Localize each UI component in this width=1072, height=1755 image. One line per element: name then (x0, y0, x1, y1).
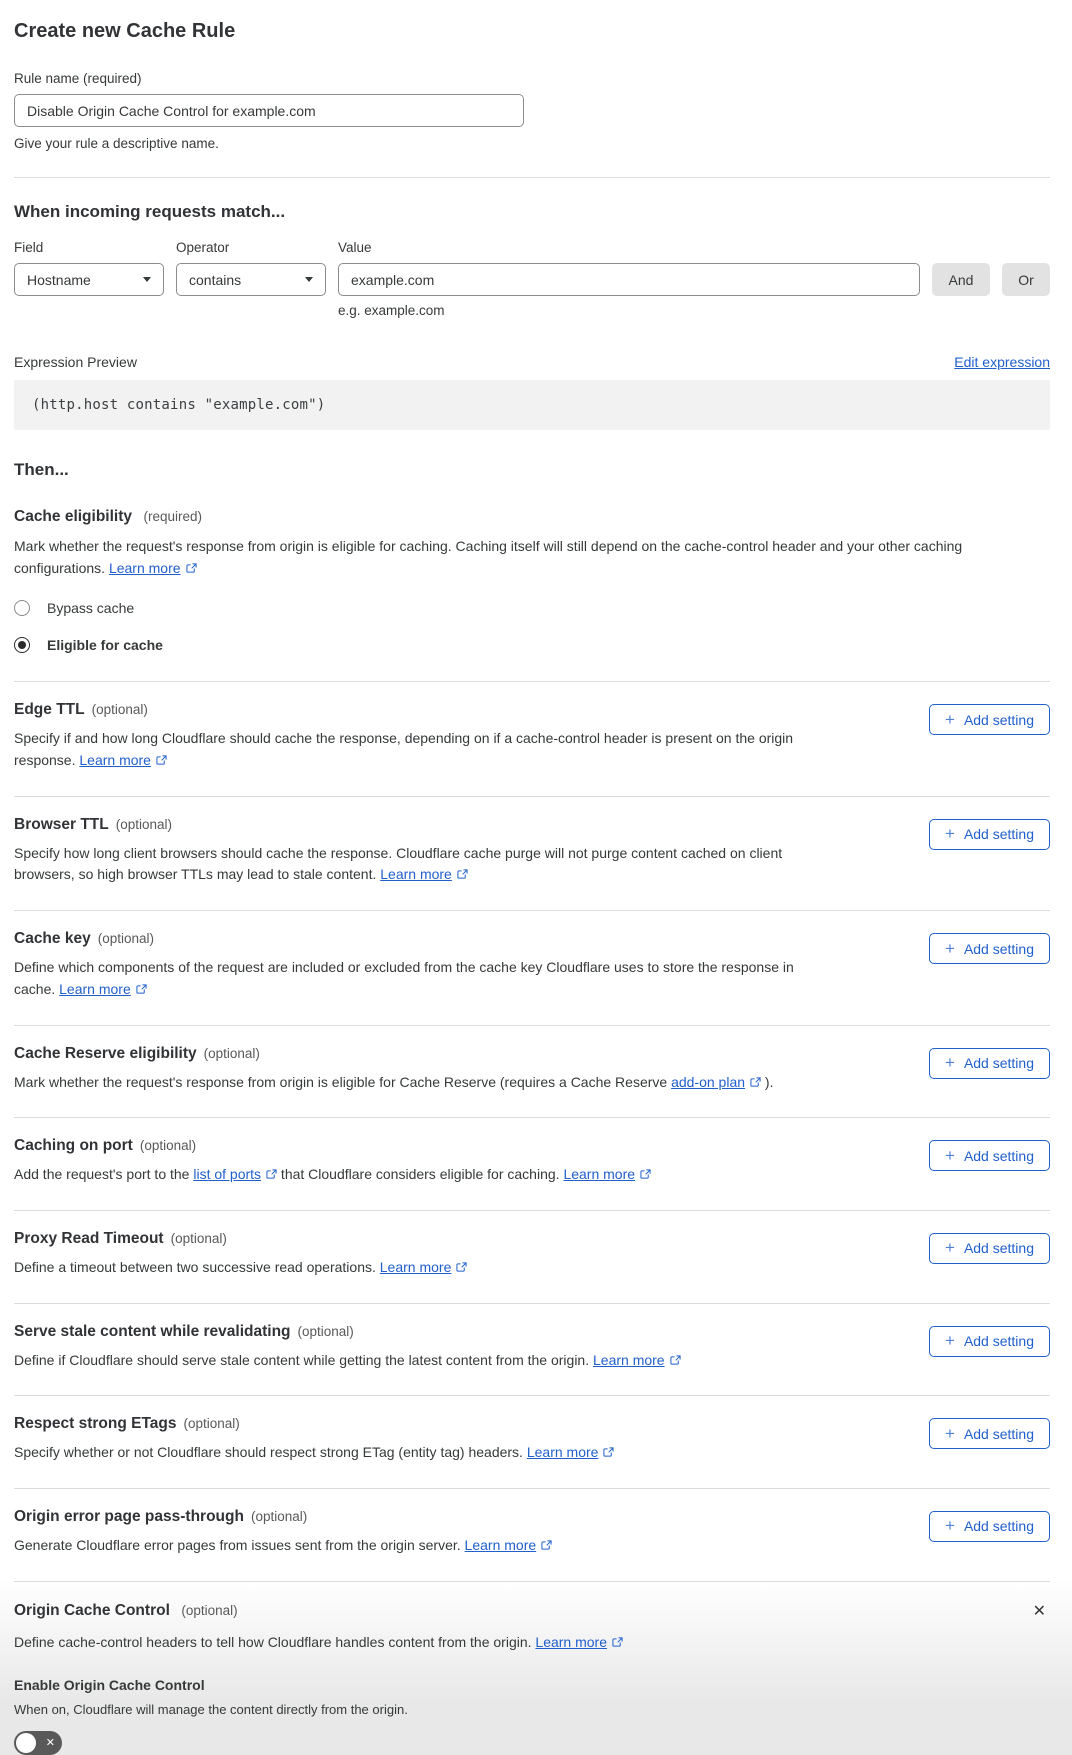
optional-tag: (optional) (91, 702, 148, 718)
caching-on-port-list-of-ports-link[interactable]: list of ports (193, 1166, 262, 1183)
enable-origin-cache-control-description: When on, Cloudflare will manage the content directly from the origin. (14, 1702, 408, 1718)
browser-ttl-learn-more-link[interactable]: Learn more (380, 866, 452, 883)
setting-title: Respect strong ETags (14, 1415, 177, 1433)
plus-icon: + (945, 1238, 955, 1258)
rule-name-helper: Give your rule a descriptive name. (14, 136, 219, 151)
radio-unselected-icon (14, 600, 30, 616)
plus-icon: + (945, 1331, 955, 1351)
setting-description: Specify whether or not Cloudflare should respect strong ETag (entity tag) headers. Learn more (14, 1442, 614, 1464)
setting-description: Define if Cloudflare should serve stale content while getting the latest content from the origin. Learn more (14, 1350, 681, 1372)
optional-tag: (optional) (203, 1045, 260, 1061)
setting-title: Edge TTL (14, 701, 85, 719)
add-setting-button[interactable]: + Add setting (929, 1326, 1050, 1357)
setting-description: Mark whether the request's response from origin is eligible for Cache Reserve (requires a Cache Reserve add-on plan ). (14, 1073, 774, 1090)
radio-eligible-for-cache[interactable] (14, 637, 163, 653)
plus-icon: + (945, 1423, 955, 1443)
setting-section-serve-stale-content-while-revalidating (14, 1304, 1050, 1396)
divider (14, 177, 1050, 178)
rule-name-block (14, 71, 1050, 151)
optional-settings-list (14, 682, 1050, 1581)
serve-stale-content-while-revalidating-learn-more-link[interactable]: Learn more (593, 1351, 665, 1368)
operator-select-value: contains (189, 271, 242, 288)
or-button[interactable]: Or (1002, 263, 1050, 296)
operator-label: Operator (176, 240, 230, 255)
field-select[interactable] (14, 263, 164, 296)
field-select-value: Hostname (27, 271, 91, 288)
external-link-icon (670, 1355, 681, 1366)
cache-reserve-eligibility-add-on-plan-link[interactable]: add-on plan (671, 1073, 746, 1090)
edge-ttl-learn-more-link[interactable]: Learn more (79, 752, 151, 769)
optional-tag: (optional) (97, 931, 154, 947)
page-title: Create new Cache Rule (14, 20, 236, 42)
external-link-icon (640, 1169, 651, 1180)
setting-section-proxy-read-timeout (14, 1211, 1050, 1303)
setting-title: Cache key (14, 930, 91, 948)
plus-icon: + (945, 1516, 955, 1536)
required-tag: (required) (143, 509, 202, 524)
setting-description: Define a timeout between two successive read operations. Learn more (14, 1257, 467, 1279)
plus-icon: + (945, 1145, 955, 1165)
external-link-icon (186, 563, 197, 574)
external-link-icon (541, 1540, 552, 1551)
cache-eligibility-title: Cache eligibility (14, 508, 133, 525)
add-setting-button[interactable]: + Add setting (929, 1140, 1050, 1171)
origin-cache-control-title: Origin Cache Control (14, 1601, 170, 1619)
optional-tag: (optional) (115, 816, 173, 832)
external-link-icon (266, 1169, 277, 1180)
expression-code: (http.host contains "example.com") (14, 380, 1050, 430)
rule-name-label: Rule name (required) (14, 71, 142, 86)
external-link-icon (750, 1077, 761, 1088)
external-link-icon (136, 984, 147, 995)
origin-cache-control-toggle[interactable] (14, 1731, 62, 1755)
cache-eligibility-learn-more-link[interactable]: Learn more (108, 559, 181, 576)
external-link-icon (457, 869, 468, 880)
setting-section-edge-ttl (14, 682, 1050, 795)
external-link-icon (456, 1262, 467, 1273)
add-setting-button[interactable]: + Add setting (929, 704, 1050, 735)
rule-name-input[interactable] (14, 94, 524, 127)
setting-section-cache-key (14, 911, 1050, 1024)
setting-section-caching-on-port (14, 1118, 1050, 1210)
setting-description: Generate Cloudflare error pages from issues sent from the origin server. Learn more (14, 1535, 552, 1557)
radio-label: Bypass cache (47, 600, 135, 617)
plus-icon: + (945, 1053, 955, 1072)
setting-title: Origin error page pass-through (14, 1507, 244, 1525)
external-link-icon (156, 755, 167, 766)
setting-description: Define which components of the request are included or excluded from the cache key Cloudflare uses to store the response in cache. Learn more (14, 959, 794, 997)
value-label: Value (338, 240, 372, 255)
optional-tag: (optional) (183, 1416, 240, 1432)
cache-eligibility-description: Mark whether the request's response from origin is eligible for caching. Caching itself will still depend on the cache-control header and your other caching configurations. Learn more (14, 538, 963, 576)
and-button[interactable]: And (932, 263, 990, 296)
field-label: Field (14, 240, 44, 255)
setting-title: Browser TTL (14, 815, 109, 833)
radio-selected-icon (14, 637, 30, 653)
setting-title: Serve stale content while revalidating (14, 1322, 291, 1340)
optional-tag: (optional) (170, 1230, 227, 1246)
setting-section-origin-error-page-pass-through (14, 1489, 1050, 1581)
setting-title: Cache Reserve eligibility (14, 1044, 197, 1062)
origin-cache-control-panel (14, 1582, 1050, 1755)
origin-error-page-pass-through-learn-more-link[interactable]: Learn more (464, 1536, 537, 1553)
origin-cache-control-learn-more-link[interactable]: Learn more (535, 1633, 607, 1650)
cache-eligibility-section (14, 508, 1050, 653)
caching-on-port-learn-more-link[interactable]: Learn more (563, 1166, 636, 1183)
add-setting-button[interactable]: + Add setting (929, 1511, 1050, 1542)
close-icon[interactable]: ✕ (1032, 1602, 1046, 1620)
chevron-down-icon (143, 277, 151, 282)
external-link-icon (603, 1447, 614, 1458)
add-setting-button[interactable]: + Add setting (929, 933, 1050, 964)
origin-cache-control-description: Define cache-control headers to tell how Cloudflare handles content from the origin. Learn more (14, 1632, 1022, 1654)
cache-key-learn-more-link[interactable]: Learn more (59, 980, 131, 997)
external-link-icon (612, 1637, 623, 1648)
proxy-read-timeout-learn-more-link[interactable]: Learn more (379, 1258, 452, 1275)
toggle-off-x-icon: ✕ (45, 1736, 55, 1749)
add-setting-button[interactable]: + Add setting (929, 1048, 1050, 1079)
optional-tag: (optional) (181, 1602, 238, 1618)
plus-icon: + (945, 824, 955, 844)
chevron-down-icon (305, 277, 313, 282)
setting-section-cache-reserve-eligibility (14, 1026, 1050, 1118)
expression-preview-label: Expression Preview (14, 354, 137, 370)
value-input[interactable] (338, 263, 920, 296)
add-setting-button[interactable]: + Add setting (929, 1418, 1050, 1449)
radio-label: Eligible for cache (47, 637, 163, 654)
then-heading: Then... (14, 460, 69, 479)
value-helper: e.g. example.com (338, 303, 445, 318)
radio-bypass-cache[interactable] (14, 600, 134, 616)
match-builder (14, 240, 1050, 318)
setting-section-respect-strong-etags (14, 1396, 1050, 1488)
toggle-knob (16, 1733, 36, 1753)
optional-tag: (optional) (250, 1508, 308, 1524)
optional-tag: (optional) (297, 1323, 354, 1339)
plus-icon: + (945, 938, 955, 958)
expression-preview-header (14, 354, 1050, 370)
optional-tag: (optional) (139, 1138, 197, 1154)
add-setting-button[interactable]: + Add setting (929, 1233, 1050, 1264)
respect-strong-etags-learn-more-link[interactable]: Learn more (526, 1444, 599, 1461)
setting-description: Specify if and how long Cloudflare should cache the response, depending on if a cache-control header is present on the origin response. Learn more (14, 730, 794, 769)
add-setting-button[interactable]: + Add setting (929, 819, 1050, 850)
plus-icon: + (945, 709, 955, 729)
setting-description: Add the request's port to the list of ports that Cloudflare considers eligible for caching. Learn more (14, 1164, 651, 1186)
setting-title: Caching on port (14, 1137, 133, 1155)
operator-select[interactable] (176, 263, 326, 296)
setting-title: Proxy Read Timeout (14, 1229, 164, 1247)
match-heading: When incoming requests match... (14, 202, 286, 221)
setting-section-browser-ttl (14, 797, 1050, 910)
edit-expression-link[interactable]: Edit expression (954, 354, 1050, 370)
setting-description: Specify how long client browsers should cache the response. Cloudflare cache purge will not purge content cached on client browsers, so high browser TTLs may lead to stale content. Learn more (14, 844, 783, 883)
enable-origin-cache-control-title: Enable Origin Cache Control (14, 1677, 205, 1694)
